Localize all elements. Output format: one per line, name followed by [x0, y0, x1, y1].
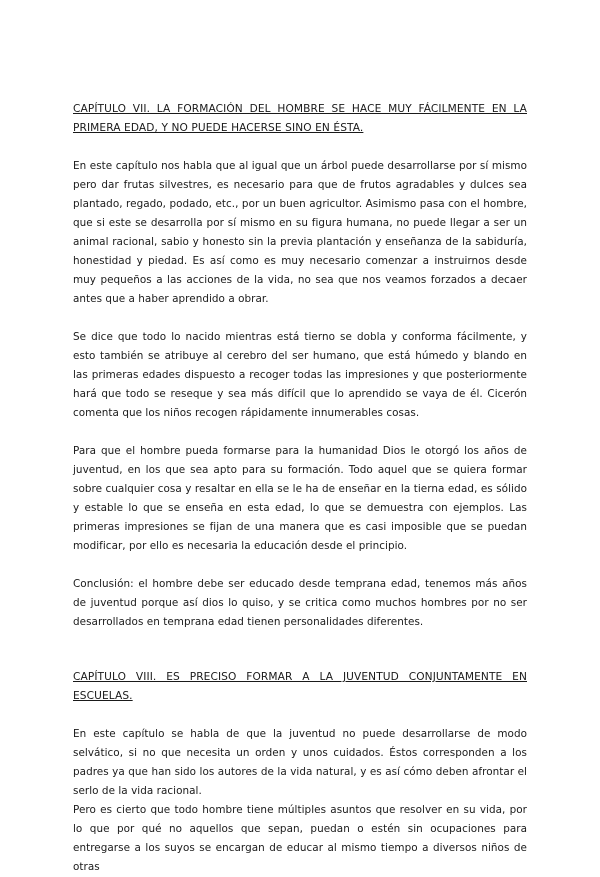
chapter-8-title: CAPÍTULO VIII. ES PRECISO FORMAR A LA JUVENTUD CONJUNTAMENTE EN ESCUELAS. — [73, 671, 527, 702]
chapter-7-paragraph-3: Para que el hombre pueda formarse para la humanidad Dios le otorgó los años de juventud, en los que sea apto para su formación. Todo aquel que se quiera formar sobre cualquier cosa y resaltar en ella se le ha de enseñar en la tierna edad, es sólido y estable lo que se enseña en esta edad, lo que se demuestra con ejemplos. Las primeras impresiones se fijan de una manera que es casi imposible que se puedan modificar, por ello es necesaria la educación desde el principio. — [73, 445, 527, 552]
document-page — [73, 100, 527, 877]
chapter-7-paragraph-2: Se dice que todo lo nacido mientras está tierno se dobla y conforma fácilmente, y esto también se atribuye al cerebro del ser humano, que está húmedo y blando en las primeras edades dispuesto a recoger todas las impresiones y que posteriormente hará que todo se reseque y sea más difícil que lo aprendido se vaya de él. Cicerón comenta que los niños recogen rápidamente innumerables cosas. — [73, 331, 527, 419]
chapter-7-paragraph-1: En este capítulo nos habla que al igual que un árbol puede desarrollarse por sí mismo pero dar frutas silvestres, es necesario para que de frutos agradables y dulces sea plantado, regado, podado, etc., por un buen agricultor. Asimismo pasa con el hombre, que si este se desarrolla por sí mismo en su figura humana, no puede llegar a ser un animal racional, sabio y honesto sin la previa plantación y enseñanza de la sabiduría, honestidad y piedad. Es así como es muy necesario comenzar a instruirnos desde muy pequeños a las acciones de la vida, no sea que nos veamos forzados a decaer antes que a haber aprendido a obrar. — [73, 160, 527, 305]
chapter-8-paragraph-2: Pero es cierto que todo hombre tiene múltiples asuntos que resolver en su vida, por lo que por qué no aquellos que sepan, puedan o estén sin ocupaciones para entregarse a los suyos se encargan de educar al mismo tiempo a diversos niños de otras — [73, 804, 527, 873]
chapter-7-conclusion: Conclusión: el hombre debe ser educado desde temprana edad, tenemos más años de juventud porque así dios lo quiso, y se critica como muchos hombres por no ser desarrollados en temprana edad tienen personalidades diferentes. — [73, 578, 527, 628]
section-divider-space — [73, 651, 527, 668]
chapter-7-title: CAPÍTULO VII. LA FORMACIÓN DEL HOMBRE SE HACE MUY FÁCILMENTE EN LA PRIMERA EDAD, Y NO PUEDE HACERSE SINO EN ÉSTA. — [73, 103, 527, 134]
chapter-8-paragraph-1: En este capítulo se habla de que la juventud no puede desarrollarse de modo selvático, si no que necesita un orden y unos cuidados. Éstos corresponden a los padres ya que han sido los autores de la vida natural, y es así cómo deben afrontar el serlo de la vida racional. — [73, 728, 527, 797]
